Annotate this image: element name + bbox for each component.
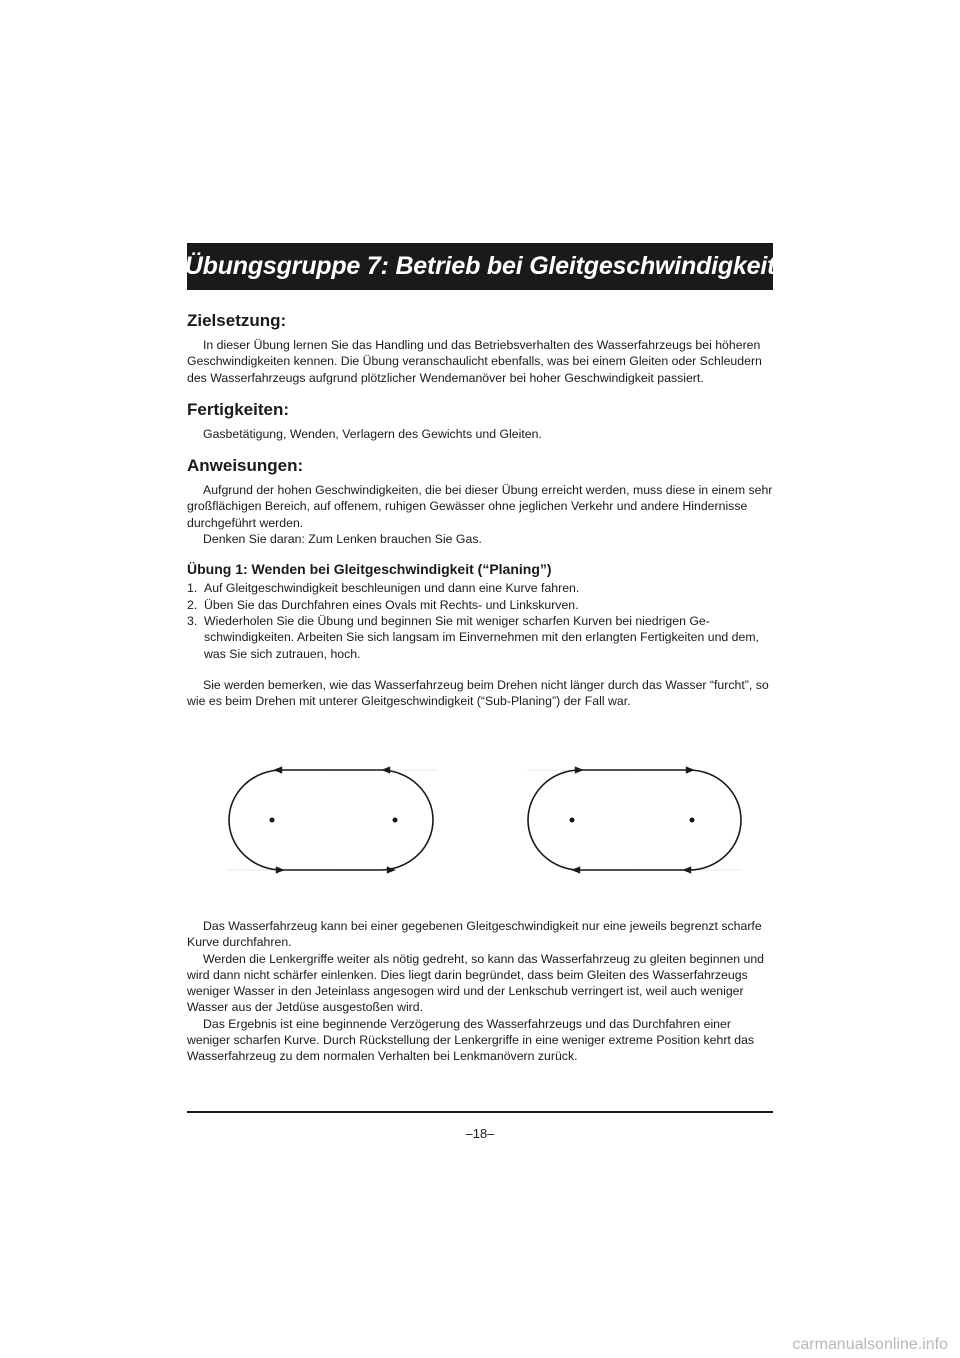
section-fertigkeiten bbox=[187, 399, 773, 442]
step-text: Auf Gleitgeschwindigkeit beschleunigen und dann eine Kurve fahren. bbox=[204, 581, 580, 596]
left-oval-center-dot-2 bbox=[393, 818, 398, 823]
zielsetzung-text: In dieser Übung lernen Sie das Handling und das Betriebsverhalten des Wasserfahrzeugs bei höheren Geschwindigkeiten kennen. Die Übung veranschaulicht ebenfalls, was bei einem Gleiten oder Schleudern des Wasserfahrzeugs aufgrund plötzlicher Wendemanöver bei hoher Geschwindigkeit passiert. bbox=[187, 338, 762, 385]
heading-anweisungen: Anweisungen: bbox=[187, 456, 304, 476]
heading-uebung-1: Übung 1: Wenden bei Gleitgeschwindigkeit (“Planing”) bbox=[187, 561, 552, 578]
list-item bbox=[187, 580, 773, 596]
watermark: carmanualsonline.info bbox=[792, 1336, 948, 1353]
heading-zielsetzung: Zielsetzung: bbox=[187, 311, 287, 330]
lower-paragraph-3: Das Ergebnis ist eine beginnende Verzögerung des Wasserfahrzeugs und das Durchfahren einer weniger scharfen Kurve. Durch Rückstellung der Lenkergriffe in eine weniger extreme Position kehrt das Wasserfahrzeug zu dem normalen Verhalten bei Lenkmanövern zurück. bbox=[187, 1016, 755, 1064]
section-anweisungen bbox=[187, 455, 773, 547]
right-oval bbox=[528, 770, 741, 870]
page-number: –18– bbox=[465, 1126, 495, 1141]
lower-paragraph-2: Werden die Lenkergriffe weiter als nötig gedreht, so kann das Wasserfahrzeug zu gleiten beginnen und wird dann nicht schärfer einlenken. Dies liegt darin begründet, dass beim Gleiten des Wasserfahrzeugs weniger Wasser in den Jeteinlass angesogen wird und der Lenkschub verringert ist, weil auch weniger Wasser aus der Jetdüse ausgestoßen wird. bbox=[187, 951, 764, 1015]
steps-list bbox=[187, 580, 773, 661]
step-text: Üben Sie das Durchfahren eines Ovals mit Rechts- und Linkskurven. bbox=[204, 597, 579, 612]
step-number: 3. bbox=[187, 613, 198, 628]
list-item bbox=[187, 597, 773, 613]
page-title: Übungsgruppe 7: Betrieb bei Gleitgeschwindigkeit bbox=[184, 252, 776, 280]
right-oval-center-dot-2 bbox=[690, 818, 695, 823]
lower-text bbox=[187, 918, 773, 1065]
heading-fertigkeiten: Fertigkeiten: bbox=[187, 399, 290, 419]
step-number: 1. bbox=[187, 581, 198, 596]
step-text: Wiederholen Sie die Übung und beginnen Sie mit weniger scharfen Kurven bei niedrigen Geschwindigkeiten. Arbeiten Sie sich langsam im Einvernehmen mit den erlangten Fertigkeiten und dem, was Sie sich zutrauen, hoch. bbox=[204, 613, 760, 661]
left-oval-center-dot-1 bbox=[270, 818, 275, 823]
oval-diagrams-svg bbox=[187, 756, 773, 886]
footer-rule bbox=[187, 1111, 773, 1113]
lower-paragraph-1: Das Wasserfahrzeug kann bei einer gegebenen Gleitgeschwindigkeit nur eine jeweils begrenzt scharfe Kurve durchfahren. bbox=[187, 919, 762, 950]
section-uebung-1 bbox=[187, 560, 773, 709]
anweisungen-text-2: Denken Sie daran: Zum Lenken brauchen Sie Gas. bbox=[203, 532, 482, 547]
main-content bbox=[187, 310, 773, 709]
oval-diagrams bbox=[187, 756, 773, 886]
left-oval-arrows bbox=[227, 770, 437, 870]
left-oval bbox=[229, 770, 433, 870]
right-oval-arrows bbox=[527, 770, 742, 870]
anweisungen-text-1: Aufgrund der hohen Geschwindigkeiten, die bei dieser Übung erreicht werden, muss diese in einem sehr großflächigen Bereich, auf offenem, ruhigen Gewässer ohne jeglichen Verkehr und andere Hindernisse durchgeführt werden. bbox=[187, 483, 773, 530]
title-banner bbox=[184, 243, 776, 290]
section-zielsetzung bbox=[187, 310, 773, 386]
list-item bbox=[187, 613, 773, 662]
step-number: 2. bbox=[187, 597, 198, 612]
right-oval-center-dot-1 bbox=[570, 818, 575, 823]
fertigkeiten-text: Gasbetätigung, Wenden, Verlagern des Gewichts und Gleiten. bbox=[203, 426, 542, 441]
uebung-1-note: Sie werden bemerken, wie das Wasserfahrzeug beim Drehen nicht länger durch das Wasser “furcht”, so wie es beim Drehen mit unterer Gleitgeschwindigkeit (“Sub-Planing”) der Fall war. bbox=[187, 677, 769, 709]
